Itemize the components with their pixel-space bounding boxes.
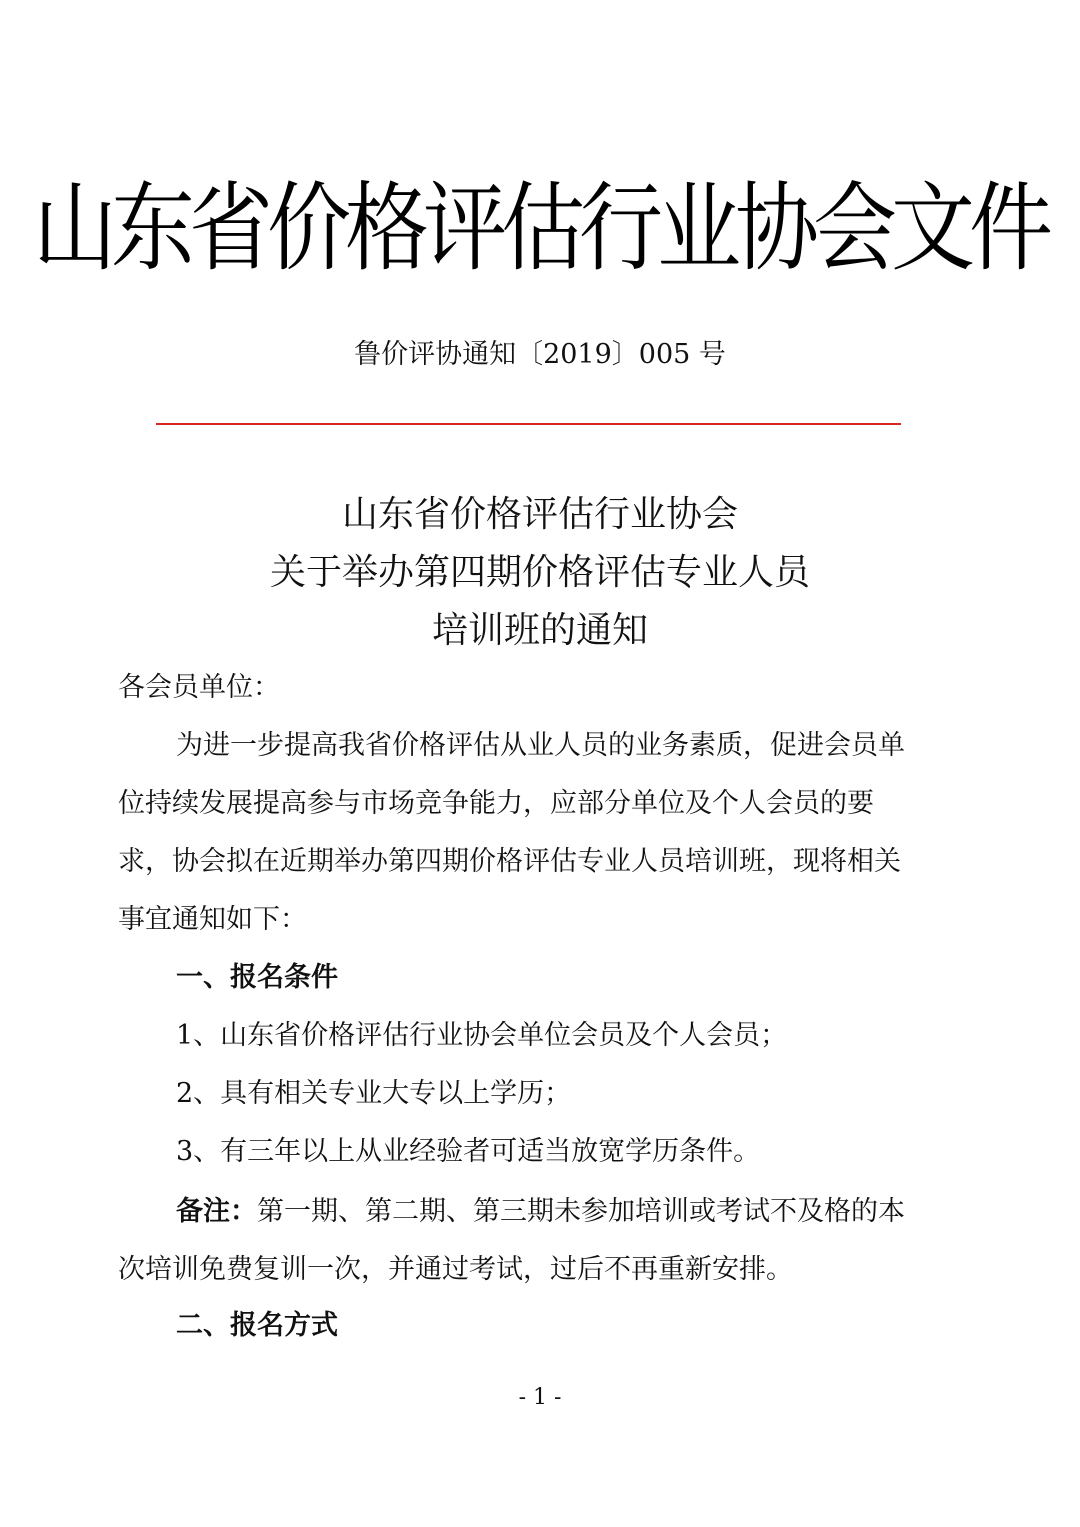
notice-title-line-1: 山东省价格评估行业协会 bbox=[341, 494, 738, 535]
condition-item: 1、山东省价格评估行业协会单位会员及个人会员； bbox=[176, 1020, 788, 1051]
note-label: 备注： bbox=[176, 1196, 257, 1227]
condition-item: 2、具有相关专业大专以上学历； bbox=[176, 1078, 572, 1109]
notice-title-line-3: 培训班的通知 bbox=[431, 610, 648, 651]
intro-paragraph-line: 位持续发展提高参与市场竞争能力，应部分单位及个人会员的要 bbox=[118, 788, 874, 819]
document-header-title: 山东省价格评估行业协会文件 bbox=[32, 171, 1047, 285]
document-number: 鲁价评协通知〔2019〕005 号 bbox=[354, 339, 726, 370]
red-divider bbox=[156, 423, 901, 425]
intro-paragraph-line: 为进一步提高我省价格评估从业人员的业务素质，促进会员单 bbox=[176, 730, 905, 761]
section-heading-registration-conditions: 一、报名条件 bbox=[176, 962, 338, 993]
note-line-1 bbox=[176, 1192, 956, 1232]
section-heading-registration-method: 二、报名方式 bbox=[176, 1310, 338, 1341]
note-line-2: 次培训免费复训一次，并通过考试，过后不再重新安排。 bbox=[118, 1254, 793, 1285]
intro-paragraph-line: 事宜通知如下： bbox=[118, 904, 307, 935]
intro-paragraph-line: 求，协会拟在近期举办第四期价格评估专业人员培训班，现将相关 bbox=[118, 846, 901, 877]
salutation: 各会员单位： bbox=[118, 672, 280, 703]
page-number: - 1 - bbox=[518, 1385, 562, 1410]
note-text: 第一期、第二期、第三期未参加培训或考试不及格的本 bbox=[257, 1196, 905, 1227]
condition-item: 3、有三年以上从业经验者可适当放宽学历条件。 bbox=[176, 1136, 761, 1167]
notice-title-line-2: 关于举办第四期价格评估专业人员 bbox=[269, 552, 810, 593]
